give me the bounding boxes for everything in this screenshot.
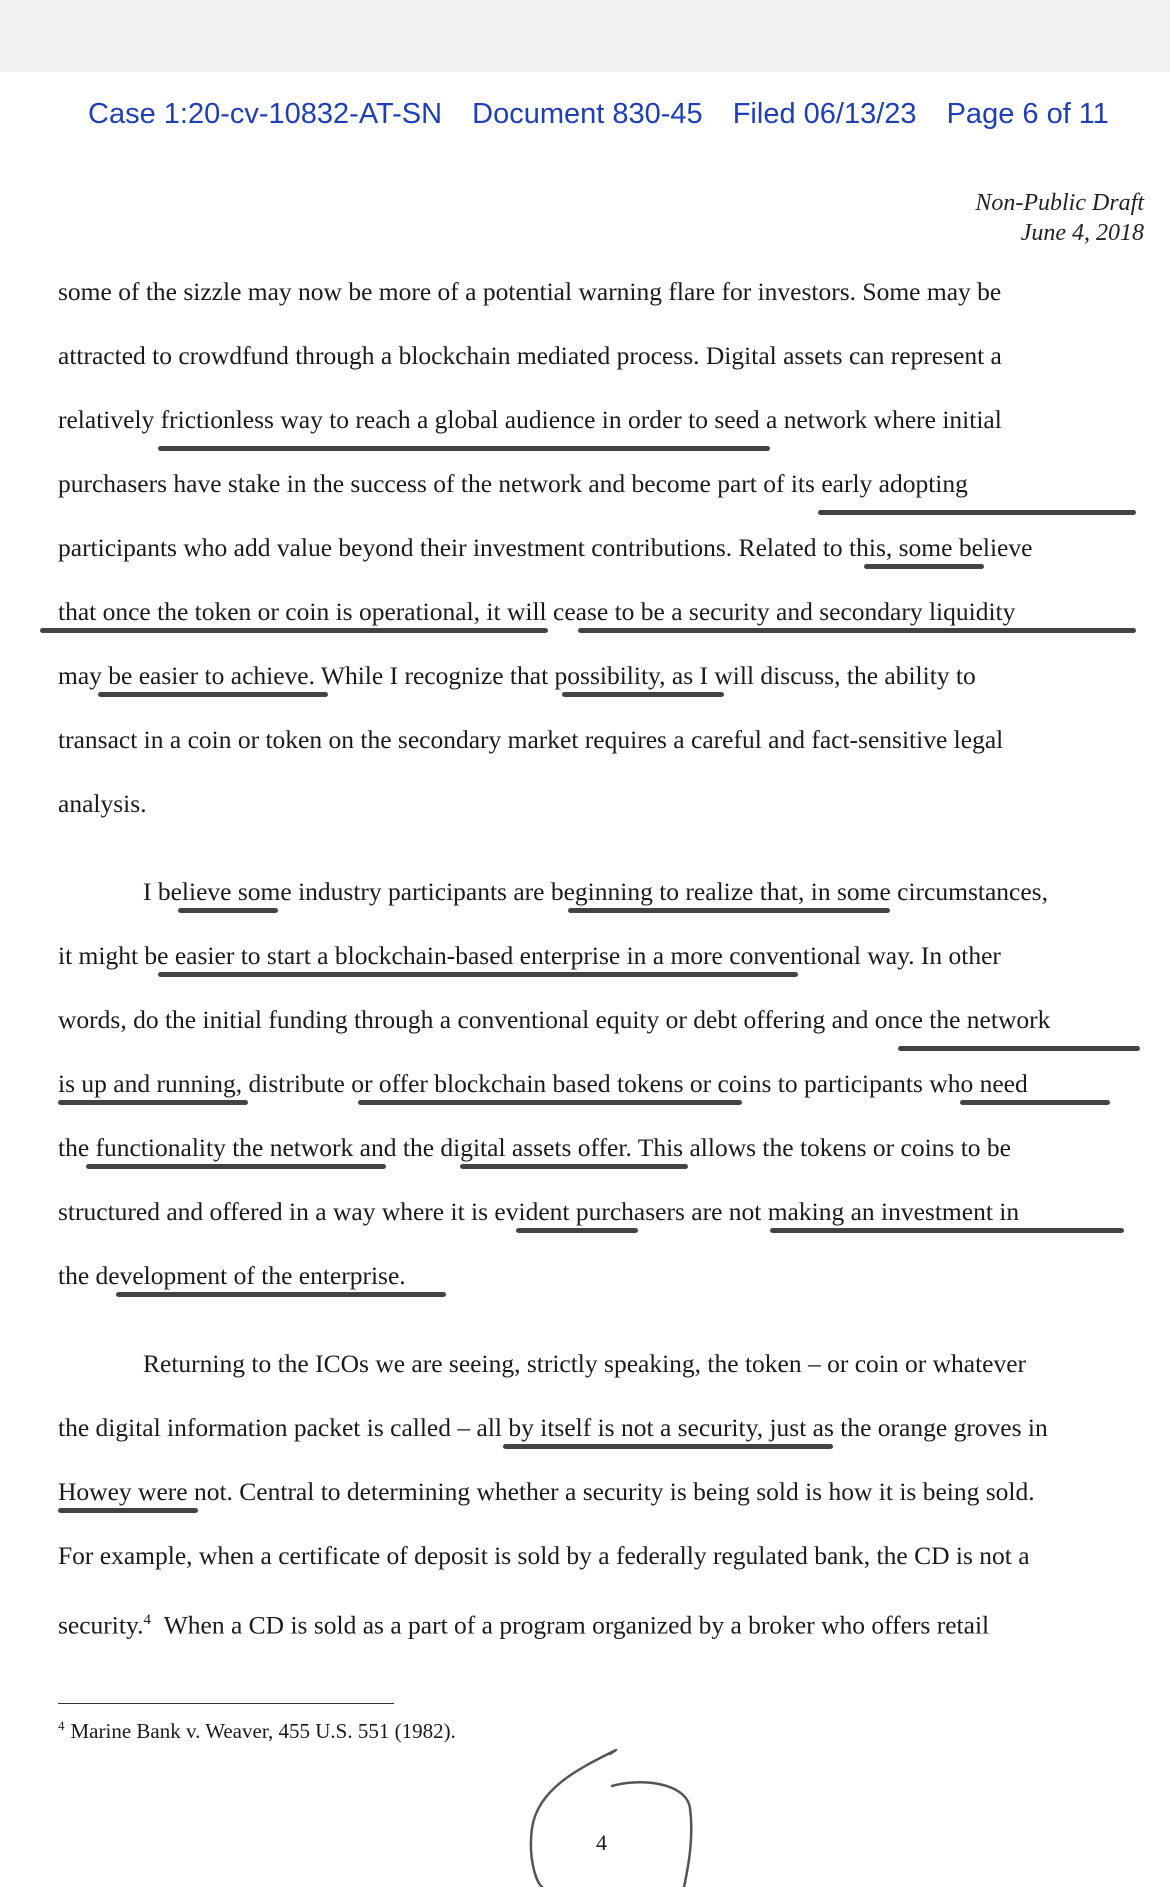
footnote xyxy=(58,1718,456,1744)
text-line: transact in a coin or token on the secondary market requires a careful and fact-sensitive legal xyxy=(58,725,1004,754)
pen-underline xyxy=(158,446,770,451)
pen-underline xyxy=(568,908,890,913)
pen-underline xyxy=(770,1228,1124,1233)
pen-underline xyxy=(864,564,984,569)
pen-underline xyxy=(158,972,798,977)
text-line: that once the token or coin is operational, it will cease to be a security and secondary liquidity xyxy=(58,592,1148,656)
line-prefix: security. xyxy=(58,1610,144,1640)
text-line: Howey were not. Central to determining whether a security is being sold is how it is being sold. xyxy=(58,1472,1148,1536)
pen-underline xyxy=(86,1164,386,1169)
pen-underline xyxy=(960,1100,1110,1105)
pen-underline xyxy=(578,628,1136,633)
text-line: some of the sizzle may now be more of a potential warning flare for investors. Some may be xyxy=(58,277,1002,306)
document-number: Document 830-45 xyxy=(472,98,703,130)
draft-label xyxy=(975,188,1144,248)
footnote-reference: 4 xyxy=(143,1612,151,1628)
page-indicator: Page 6 of 11 xyxy=(946,98,1109,130)
pen-underline xyxy=(503,1444,833,1449)
text-line: Returning to the ICOs we are seeing, strictly speaking, the token – or coin or whatever xyxy=(143,1349,1027,1378)
footnote-text: Marine Bank v. Weaver, 455 U.S. 551 (1982). xyxy=(70,1719,456,1743)
pen-underline xyxy=(358,1100,742,1105)
text-line: the digital information packet is called – all by itself is not a security, just as the orange groves in xyxy=(58,1408,1148,1472)
footnote-divider xyxy=(58,1703,394,1704)
text-line: security.$^4$ When a CD is sold as a part of a program organized by a broker who offers retail xyxy=(58,1610,990,1640)
text-line: participants who add value beyond their investment contributions. Related to this, some believe xyxy=(58,528,1148,592)
hand-drawn-circle xyxy=(520,1748,710,1887)
pen-underline xyxy=(116,1292,446,1297)
text-line: purchasers have stake in the success of the network and become part of its early adopting xyxy=(58,464,1148,528)
document-body xyxy=(58,272,1148,1664)
text-line: words, do the initial funding through a conventional equity or debt offering and once the network xyxy=(58,1000,1148,1064)
pen-underline xyxy=(898,1046,1140,1051)
text-line: structured and offered in a way where it is evident purchasers are not making an investment in xyxy=(58,1192,1148,1256)
pen-underline xyxy=(818,510,1136,515)
text-line: is up and running, distribute or offer blockchain based tokens or coins to participants who need xyxy=(58,1064,1148,1128)
draft-date: June 4, 2018 xyxy=(1020,220,1144,246)
text-line: the development of the enterprise. xyxy=(58,1256,1148,1320)
pen-underline xyxy=(562,692,724,697)
pen-underline xyxy=(516,1228,638,1233)
text-line: attracted to crowdfund through a blockchain mediated process. Digital assets can represent a xyxy=(58,341,1002,370)
text-line: it might be easier to start a blockchain-based enterprise in a more conventional way. In other xyxy=(58,936,1148,1000)
court-filing-stamp xyxy=(88,98,1109,131)
text-line: the functionality the network and the digital assets offer. This allows the tokens or coins to be xyxy=(58,1128,1148,1192)
case-number: Case 1:20-cv-10832-AT-SN xyxy=(88,98,443,130)
draft-title: Non-Public Draft xyxy=(975,190,1144,216)
text-line: analysis. xyxy=(58,789,147,818)
text-line: For example, when a certificate of deposit is sold by a federally regulated bank, the CD is not a xyxy=(58,1541,1030,1570)
pen-underline xyxy=(178,908,278,913)
pen-underline xyxy=(58,1100,248,1105)
footnote-number: 4 xyxy=(58,1718,65,1733)
pen-underline xyxy=(98,692,328,697)
filed-date: Filed 06/13/23 xyxy=(732,98,917,130)
text-line: I believe some industry participants are beginning to realize that, in some circumstances, xyxy=(58,872,1148,936)
text-line: relatively frictionless way to reach a global audience in order to seed a network where initial xyxy=(58,400,1148,464)
page-number: 4 xyxy=(596,1830,607,1855)
pen-underline xyxy=(460,1164,688,1169)
pen-underline xyxy=(40,628,548,633)
top-band xyxy=(0,0,1170,72)
text-line: may be easier to achieve. While I recognize that possibility, as I will discuss, the ability to xyxy=(58,656,1148,720)
pen-underline xyxy=(58,1508,198,1513)
